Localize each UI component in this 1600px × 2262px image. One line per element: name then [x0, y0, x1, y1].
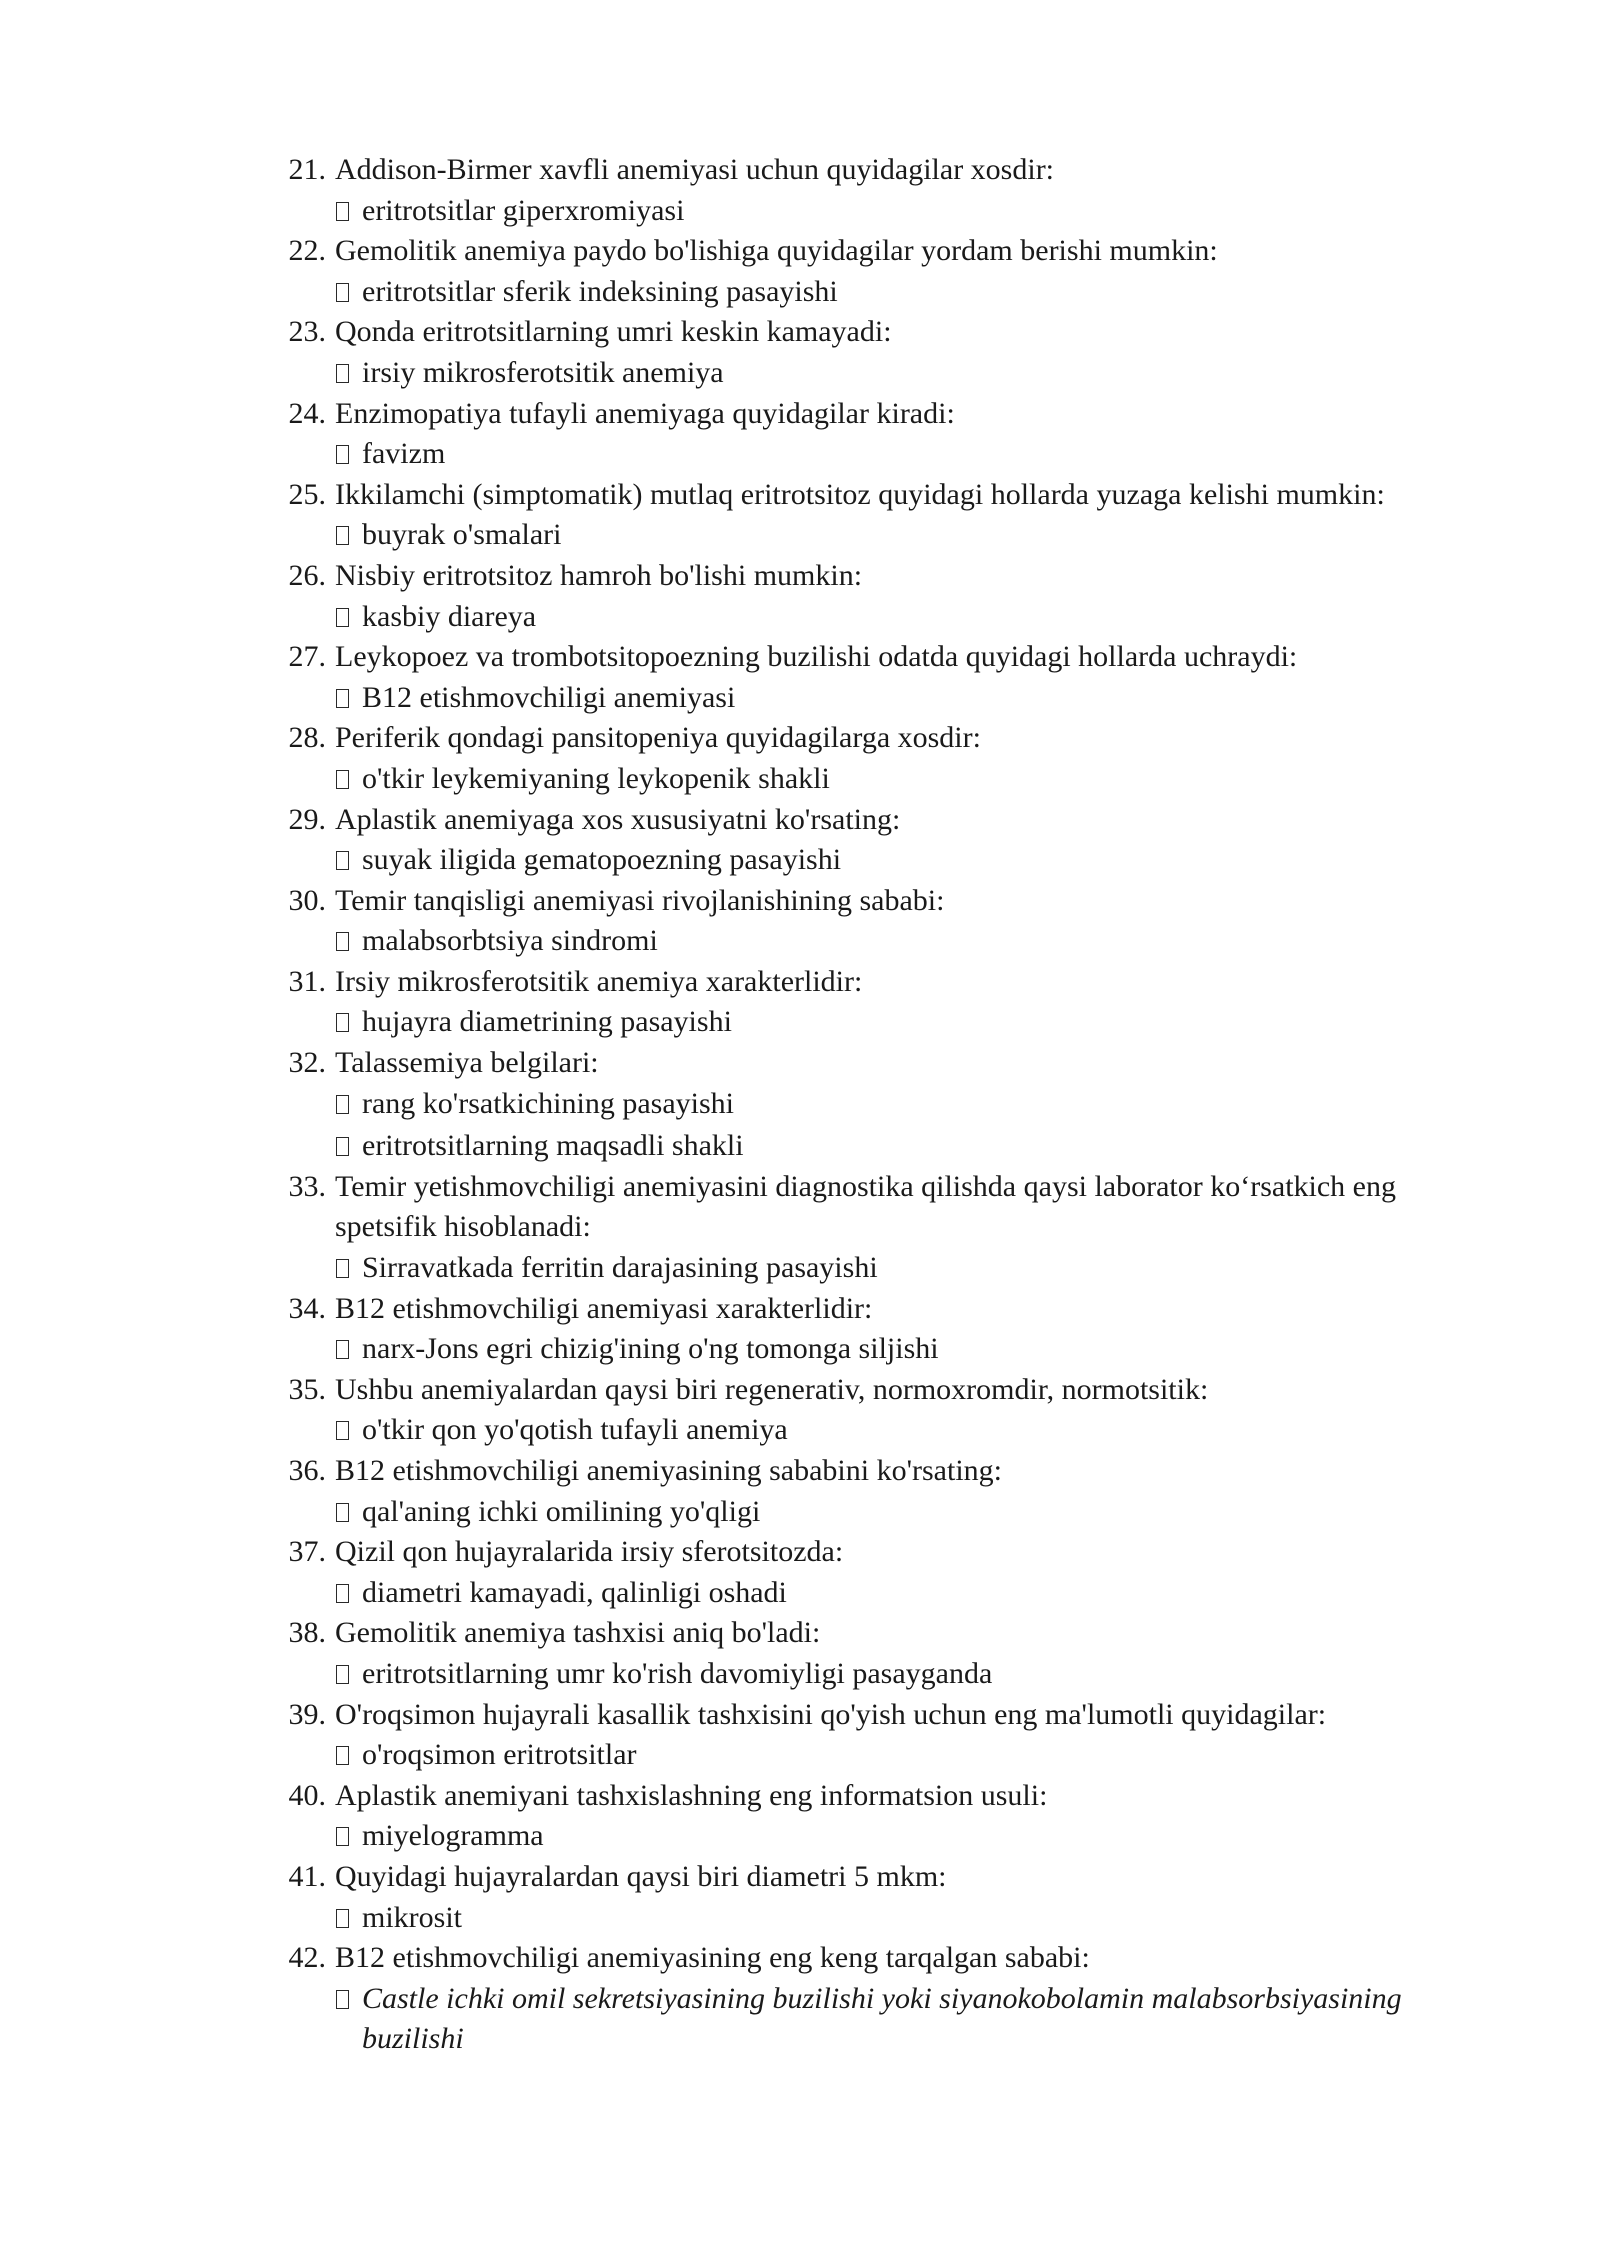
checkbox-icon	[335, 1248, 362, 1289]
answer-line	[270, 1735, 1490, 1776]
question-line	[270, 1857, 1490, 1898]
answer-line	[270, 1329, 1490, 1370]
question-line	[270, 231, 1490, 272]
question-number: 40.	[288, 1778, 326, 1812]
answer-text: hujayra diametrining pasayishi	[362, 1005, 732, 1039]
question-text: Qizil qon hujayralarida irsiy sferotsitozda:	[335, 1535, 844, 1569]
question-line	[270, 150, 1490, 191]
question-number: 31.	[288, 964, 326, 998]
question-text: O'roqsimon hujayrali kasallik tashxisini qo'yish uchun eng ma'lumotli quyidagilar:	[335, 1697, 1327, 1731]
answer-text: suyak iligida gematopoezning pasayishi	[362, 843, 842, 877]
question-item	[270, 1451, 1490, 1532]
answer-text: miyelogramma	[362, 1819, 544, 1853]
answer-text: qal'aning ichki omilining yo'qligi	[362, 1494, 761, 1528]
question-text: Ikkilamchi (simptomatik) mutlaq eritrotsitoz quyidagi hollarda yuzaga kelishi mumkin:	[335, 477, 1385, 511]
answer-text: eritrotsitlar sferik indeksining pasayishi	[362, 274, 838, 308]
question-text: Enzimopatiya tufayli anemiyaga quyidagilar kiradi:	[335, 396, 955, 430]
answer-line	[270, 272, 1490, 313]
answer-line	[270, 1573, 1490, 1614]
question-line	[270, 881, 1490, 922]
answer-line	[270, 1248, 1490, 1289]
checkbox-icon	[335, 1410, 362, 1451]
checkbox-icon	[335, 1654, 362, 1695]
answer-line	[270, 434, 1490, 475]
question-number: 33.	[288, 1169, 326, 1203]
question-item	[270, 1857, 1490, 1938]
question-number: 29.	[288, 802, 326, 836]
checkbox-icon	[335, 1084, 362, 1125]
answer-line	[270, 1654, 1490, 1695]
checkbox-icon	[335, 1573, 362, 1614]
answer-line	[270, 1084, 1490, 1125]
question-line	[270, 962, 1490, 1003]
question-item	[270, 1532, 1490, 1613]
checkbox-icon	[335, 1492, 362, 1533]
question-text: Aplastik anemiyani tashxislashning eng informatsion usuli:	[335, 1778, 1048, 1812]
answer-line	[270, 921, 1490, 962]
checkbox-icon	[335, 1735, 362, 1776]
question-item	[270, 637, 1490, 718]
question-item	[270, 1938, 1490, 2060]
question-item	[270, 718, 1490, 799]
question-text: Quyidagi hujayralardan qaysi biri diametri 5 mkm:	[335, 1859, 947, 1893]
answer-text: Sirravatkada ferritin darajasining pasayishi	[362, 1251, 878, 1285]
checkbox-icon	[335, 434, 362, 475]
question-text: Periferik qondagi pansitopeniya quyidagilarga xosdir:	[335, 721, 981, 755]
question-item	[270, 1695, 1490, 1776]
answer-line	[270, 597, 1490, 638]
checkbox-icon	[335, 759, 362, 800]
question-text: B12 etishmovchiligi anemiyasining eng keng tarqalgan sababi:	[335, 1941, 1090, 1975]
answer-text: eritrotsitlarning maqsadli shakli	[362, 1129, 744, 1163]
answer-text: Castle ichki omil sekretsiyasining buzilishi yoki siyanokobolamin malabsorbsiyasining buzilishi	[362, 1981, 1402, 2056]
answer-text: o'tkir qon yo'qotish tufayli anemiya	[362, 1413, 788, 1447]
question-number: 34.	[288, 1291, 326, 1325]
checkbox-icon	[335, 1329, 362, 1370]
answer-line	[270, 1816, 1490, 1857]
checkbox-icon	[335, 921, 362, 962]
question-item	[270, 1613, 1490, 1694]
question-line	[270, 556, 1490, 597]
answer-line	[270, 1898, 1490, 1939]
question-item	[270, 556, 1490, 637]
checkbox-icon	[335, 597, 362, 638]
question-item	[270, 394, 1490, 475]
question-number: 42.	[288, 1941, 326, 1975]
question-number: 36.	[288, 1454, 326, 1487]
question-item	[270, 800, 1490, 881]
question-number: 39.	[288, 1697, 326, 1731]
question-item	[270, 1167, 1490, 1289]
answer-line	[270, 759, 1490, 800]
question-text: Leykopoez va trombotsitopoezning buzilishi odatda quyidagi hollarda uchraydi:	[335, 640, 1298, 674]
answer-line	[270, 1979, 1490, 2060]
answer-text: eritrotsitlar giperxromiyasi	[362, 193, 685, 227]
checkbox-icon	[335, 191, 362, 232]
question-number: 41.	[288, 1859, 326, 1893]
question-number: 25.	[288, 477, 326, 511]
answer-line	[270, 191, 1490, 232]
answer-line	[270, 1492, 1490, 1533]
answer-text: o'roqsimon eritrotsitlar	[362, 1738, 637, 1772]
answer-text: favizm	[362, 437, 446, 471]
answer-text: eritrotsitlarning umr ko'rish davomiyligi pasayganda	[362, 1656, 993, 1690]
question-number: 37.	[288, 1535, 326, 1569]
checkbox-icon	[335, 1126, 362, 1167]
question-line	[270, 1370, 1490, 1411]
question-item	[270, 962, 1490, 1043]
question-text: Gemolitik anemiya tashxisi aniq bo'ladi:	[335, 1616, 821, 1650]
answer-text: diametri kamayadi, qalinligi oshadi	[362, 1575, 787, 1609]
question-item	[270, 475, 1490, 556]
answer-line	[270, 1410, 1490, 1451]
checkbox-icon	[335, 515, 362, 556]
question-item	[270, 312, 1490, 393]
answer-line	[270, 840, 1490, 881]
question-line	[270, 1938, 1490, 1979]
answer-text: narx-Jons egri chizig'ining o'ng tomonga siljishi	[362, 1332, 939, 1366]
checkbox-icon	[335, 353, 362, 394]
question-line	[270, 475, 1490, 516]
question-text: B12 etishmovchiligi anemiyasi xarakterlidir:	[335, 1291, 873, 1325]
question-item	[270, 1289, 1490, 1370]
question-line	[270, 1451, 1490, 1492]
question-number: 38.	[288, 1616, 326, 1650]
answer-text: malabsorbtsiya sindromi	[362, 924, 658, 958]
checkbox-icon	[335, 1898, 362, 1939]
question-line	[270, 1695, 1490, 1736]
question-item	[270, 150, 1490, 231]
answer-line	[270, 678, 1490, 719]
answer-text: B12 etishmovchiligi anemiyasi	[362, 680, 736, 714]
question-text: Gemolitik anemiya paydo bo'lishiga quyidagilar yordam berishi mumkin:	[335, 234, 1218, 268]
answer-line	[270, 1126, 1490, 1167]
checkbox-icon	[335, 678, 362, 719]
question-number: 28.	[288, 721, 326, 755]
question-list	[270, 150, 1490, 2060]
question-text: Temir yetishmovchiligi anemiyasini diagnostika qilishda qaysi laborator ko‘rsatkich eng spetsifik hisoblanadi:	[335, 1169, 1397, 1244]
answer-text: o'tkir leykemiyaning leykopenik shakli	[362, 761, 830, 795]
checkbox-icon	[335, 840, 362, 881]
answer-line	[270, 515, 1490, 556]
checkbox-icon	[335, 1816, 362, 1857]
question-number: 22.	[288, 234, 326, 268]
checkbox-icon	[335, 272, 362, 313]
question-line	[270, 1289, 1490, 1330]
question-text: Irsiy mikrosferotsitik anemiya xarakterlidir:	[335, 964, 863, 998]
question-item	[270, 881, 1490, 962]
question-text: Aplastik anemiyaga xos xususiyatni ko'rsating:	[335, 802, 901, 836]
checkbox-icon	[335, 1002, 362, 1043]
question-item	[270, 1776, 1490, 1857]
answer-line	[270, 353, 1490, 394]
question-line	[270, 637, 1490, 678]
question-text: Temir tanqisligi anemiyasi rivojlanishining sababi:	[335, 883, 945, 917]
answer-text: kasbiy diareya	[362, 599, 537, 633]
question-text: Addison-Birmer xavfli anemiyasi uchun quyidagilar xosdir:	[335, 153, 1055, 186]
question-number: 21.	[288, 153, 326, 186]
question-text: Talassemiya belgilari:	[335, 1046, 599, 1080]
question-item	[270, 231, 1490, 312]
question-text: Ushbu anemiyalardan qaysi biri regenerativ, normoxromdir, normotsitik:	[335, 1372, 1209, 1406]
question-item	[270, 1043, 1490, 1167]
question-line	[270, 312, 1490, 353]
question-number: 27.	[288, 640, 326, 674]
question-line	[270, 1167, 1490, 1248]
question-number: 32.	[288, 1046, 326, 1080]
answer-text: buyrak o'smalari	[362, 518, 562, 552]
question-number: 35.	[288, 1372, 326, 1406]
question-number: 24.	[288, 396, 326, 430]
question-line	[270, 1043, 1490, 1084]
question-number: 23.	[288, 315, 326, 349]
question-line	[270, 718, 1490, 759]
question-item	[270, 1370, 1490, 1451]
question-text: Qonda eritrotsitlarning umri keskin kamayadi:	[335, 315, 892, 349]
question-line	[270, 1613, 1490, 1654]
question-line	[270, 1776, 1490, 1817]
answer-text: rang ko'rsatkichining pasayishi	[362, 1086, 734, 1120]
question-line	[270, 394, 1490, 435]
answer-line	[270, 1002, 1490, 1043]
question-number: 26.	[288, 558, 326, 592]
question-line	[270, 1532, 1490, 1573]
question-line	[270, 800, 1490, 841]
answer-text: irsiy mikrosferotsitik anemiya	[362, 355, 724, 389]
question-text: B12 etishmovchiligi anemiyasining sababini ko'rsating:	[335, 1454, 1002, 1487]
answer-text: mikrosit	[362, 1900, 463, 1934]
question-text: Nisbiy eritrotsitoz hamroh bo'lishi mumkin:	[335, 558, 863, 592]
checkbox-icon	[335, 1979, 362, 2020]
question-number: 30.	[288, 883, 326, 917]
